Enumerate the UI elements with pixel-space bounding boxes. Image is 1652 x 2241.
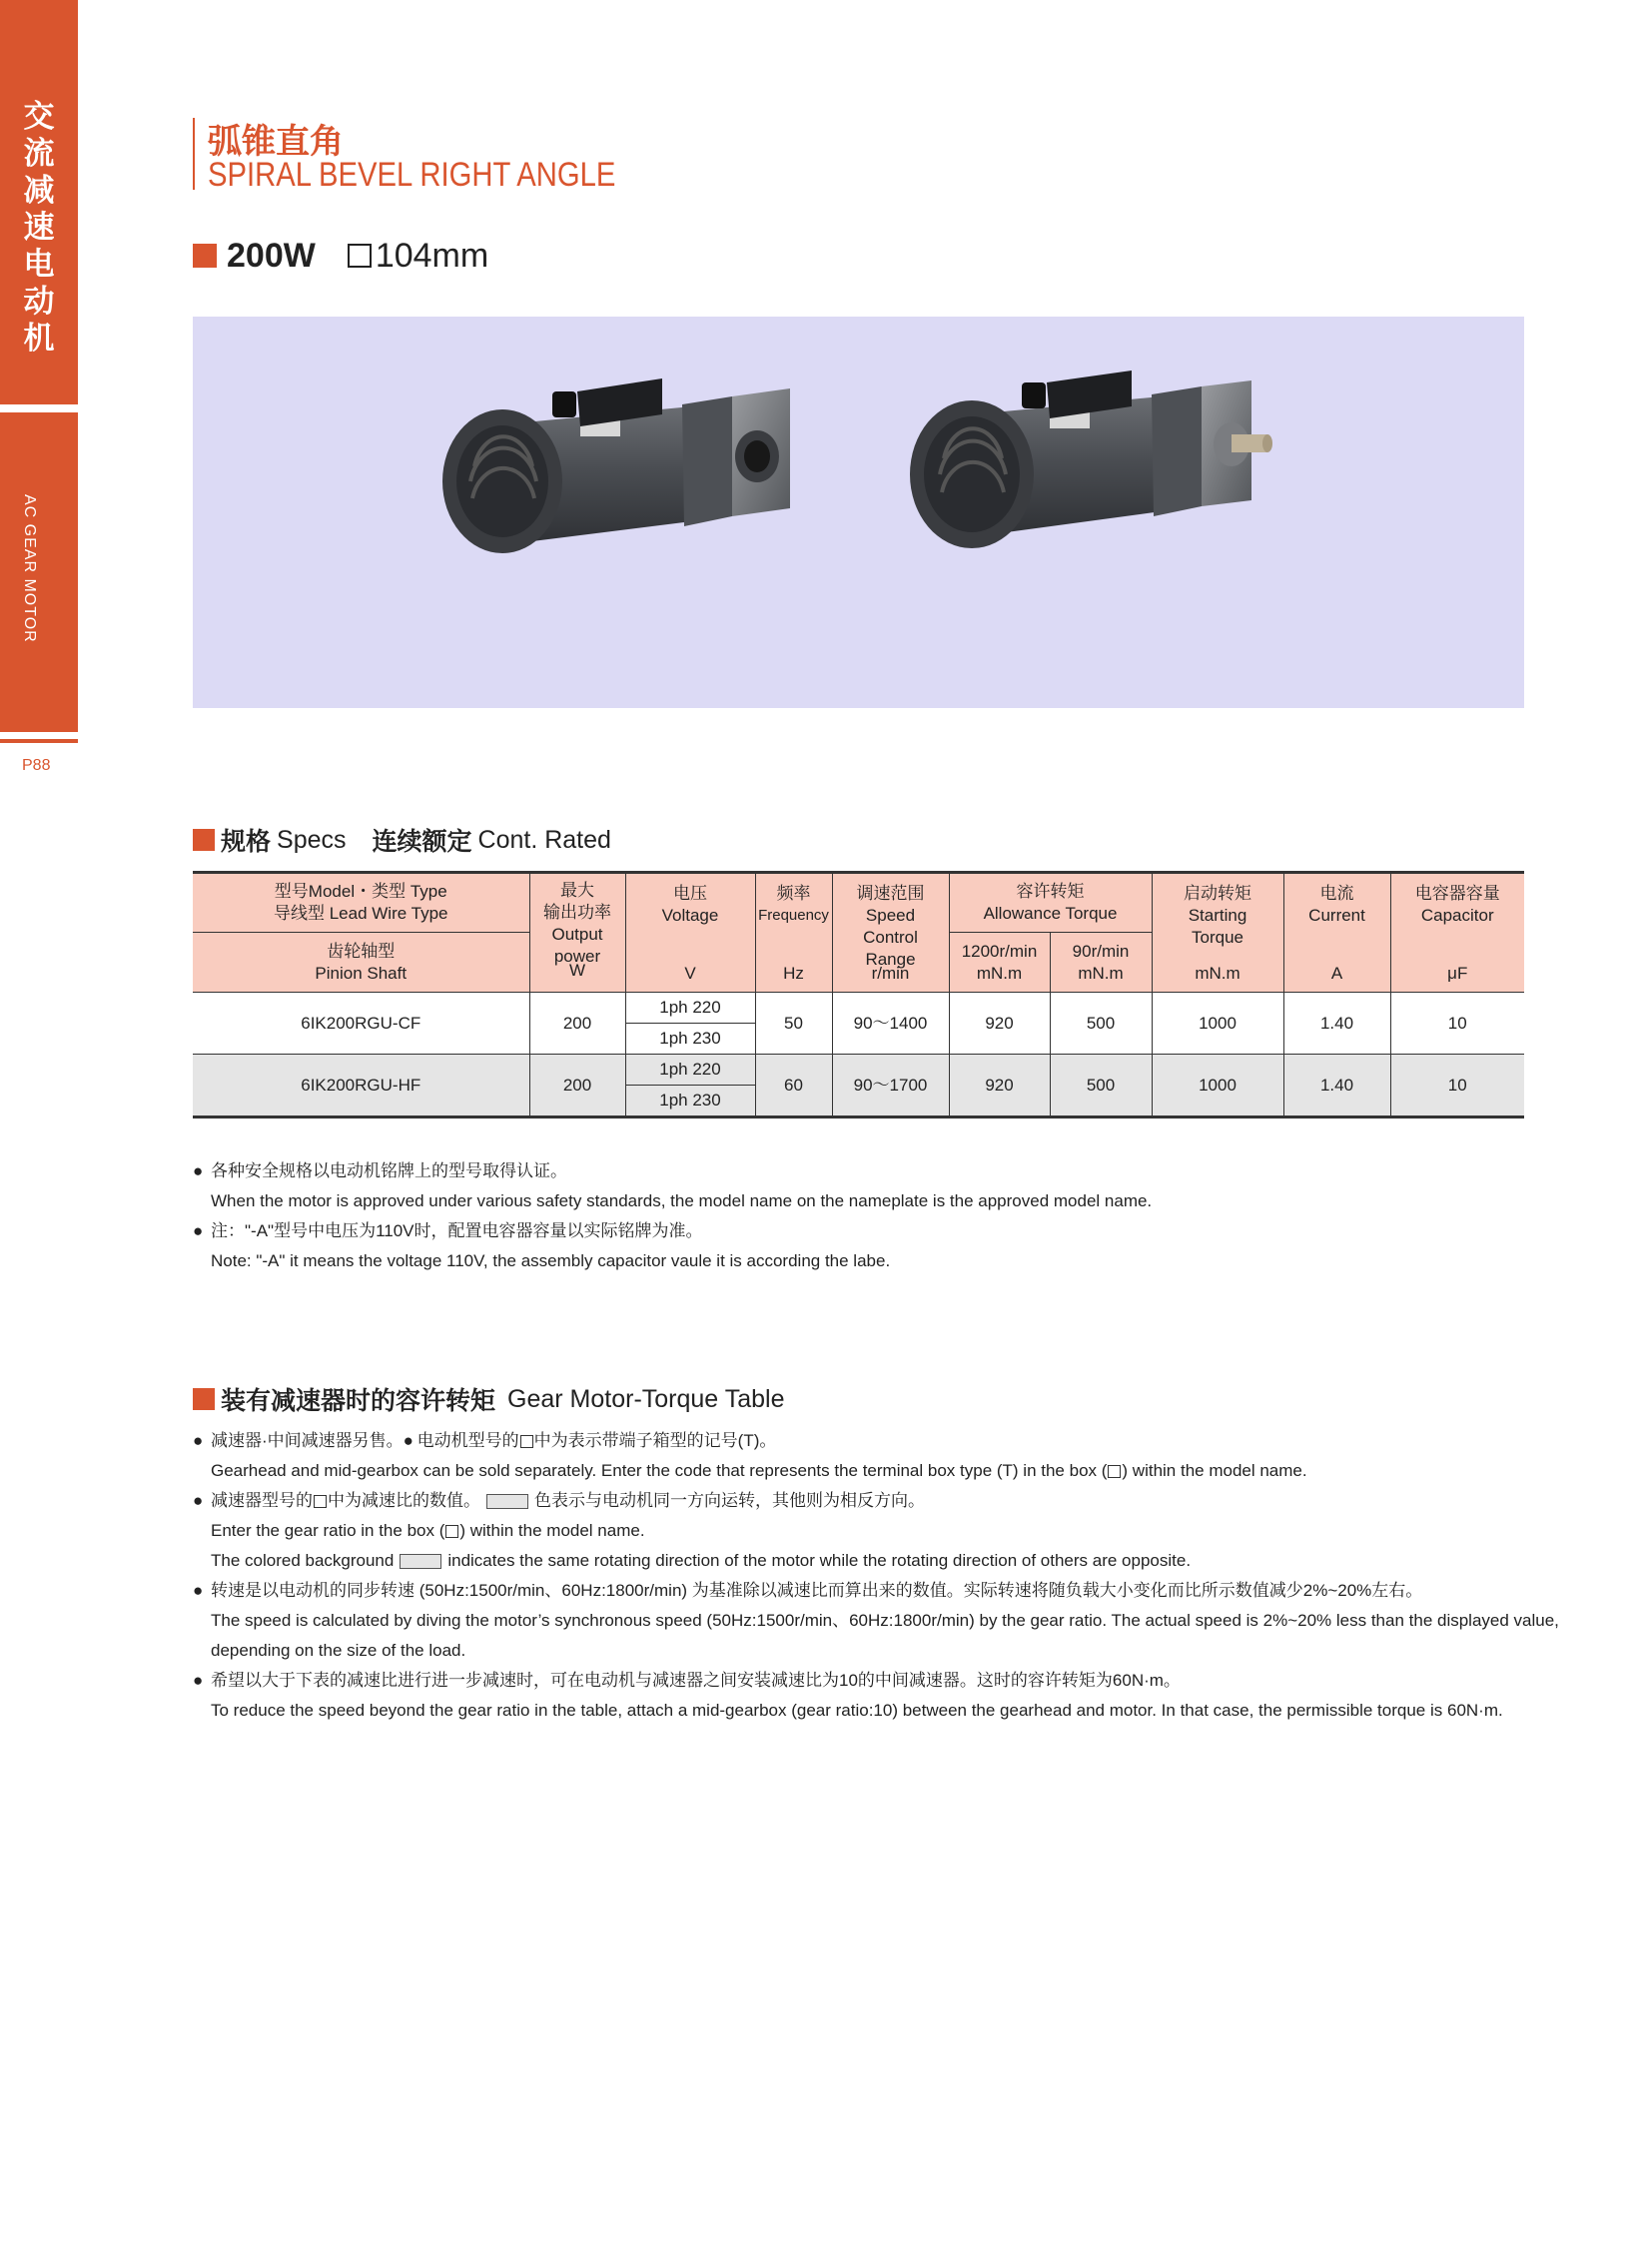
frame-size: 104mm — [375, 236, 489, 275]
specs-subheading-cn: 连续额定 — [372, 828, 472, 856]
sidebar-category-cn: 交流减速电动机 — [23, 99, 55, 356]
header-start-cn: 启动转矩 — [1184, 884, 1252, 903]
gear-heading-en: Gear Motor-Torque Table — [507, 1384, 785, 1413]
table-row — [193, 1055, 1524, 1086]
bullet-icon: ● — [193, 1491, 204, 1510]
note-text-en — [193, 1516, 1559, 1546]
note-text-en — [193, 1546, 1559, 1576]
note-text-en: When the motor is approved under various safety standards, the model name on the nameplate is the approved model name. — [211, 1191, 1153, 1210]
cell-power: 200 — [529, 1055, 625, 1118]
note-item — [193, 1666, 1559, 1696]
bullet-icon: ● — [193, 1161, 204, 1180]
specs-heading-en: Specs — [277, 825, 347, 854]
bullet-icon: ● — [193, 1671, 204, 1690]
note-text-en: The speed is calculated by diving the motor’s synchronous speed (50Hz:1500r/min、60Hz:1800r/min) by the gear ratio. The actual speed is 2%~20% less than the displayed value, — [211, 1611, 1559, 1630]
sidebar-category-en: AC GEAR MOTOR — [21, 494, 38, 643]
power-rating: 200W — [227, 236, 316, 275]
orange-square-icon — [193, 829, 215, 851]
power-frame-row — [193, 236, 488, 276]
specs-heading-cn: 规格 — [221, 828, 272, 856]
cell-voltage: 1ph 230 — [625, 1024, 755, 1055]
header-start-unit: mN.m — [1195, 964, 1240, 983]
header-starting-torque — [1152, 873, 1283, 993]
cell-starting-torque: 1000 — [1152, 1055, 1283, 1118]
cell-torque-1200: 920 — [949, 993, 1050, 1055]
note-text: Gearhead and mid-gearbox can be sold separately. Enter the code that represents the terminal box type (T) in the box ( — [211, 1461, 1108, 1480]
product-photos — [193, 317, 1524, 708]
cell-torque-90: 500 — [1050, 993, 1152, 1055]
note-text: 电动机型号的 — [416, 1431, 519, 1450]
header-allowance-torque — [949, 873, 1152, 933]
note-text-en: Note: "-A" it means the voltage 110V, the assembly capacitor vaule it is according the labe. — [211, 1251, 891, 1270]
header-current-cn: 电流 — [1319, 884, 1354, 903]
gear-heading-cn: 装有减速器时的容许转矩 — [221, 1387, 496, 1415]
bullet-icon: ● — [193, 1581, 204, 1600]
cell-current: 1.40 — [1283, 993, 1390, 1055]
note-text: 各种安全规格以电动机铭牌上的型号取得认证。 — [211, 1161, 567, 1180]
cell-power: 200 — [529, 993, 625, 1055]
motor-solid-shaft-image — [910, 371, 1272, 548]
note-item — [193, 1156, 1152, 1186]
header-pinion-shaft — [193, 933, 529, 993]
header-freq-en: Frequency — [758, 907, 829, 924]
header-model-line2: 导线型 Lead Wire Type — [274, 904, 448, 923]
bullet-icon: ● — [403, 1431, 413, 1450]
cell-model: 6IK200RGU-CF — [193, 993, 529, 1055]
header-capacitor — [1390, 873, 1524, 993]
note-text: indicates the same rotating direction of the motor while the rotating direction of others are opposite. — [447, 1551, 1192, 1570]
title-accent-bar — [193, 118, 195, 190]
header-current-unit: A — [1330, 964, 1343, 983]
header-pinion-cn: 齿轮轴型 — [327, 941, 396, 961]
gray-swatch-icon — [486, 1494, 528, 1509]
header-start-en: Starting Torque — [1188, 906, 1247, 947]
orange-square-icon — [193, 1388, 215, 1410]
page-title-cn: 弧锥直角 — [208, 123, 344, 161]
note-text: 减速器型号的 — [211, 1491, 313, 1510]
header-cap-cn: 电容器容量 — [1414, 884, 1500, 903]
page-title-en: SPIRAL BEVEL RIGHT ANGLE — [208, 156, 616, 194]
motor-hollow-shaft-image — [442, 378, 790, 553]
header-voltage — [625, 873, 755, 993]
bullet-icon: ● — [193, 1221, 204, 1240]
header-cap-unit: μF — [1447, 964, 1468, 983]
orange-square-icon — [193, 244, 217, 268]
header-frequency — [755, 873, 832, 993]
table-row — [193, 993, 1524, 1024]
note-text: 减速器·中间减速器另售。 — [211, 1431, 404, 1450]
note-text: Enter the gear ratio in the box ( — [211, 1521, 445, 1540]
cell-model: 6IK200RGU-HF — [193, 1055, 529, 1118]
cell-starting-torque: 1000 — [1152, 993, 1283, 1055]
empty-box-icon — [520, 1435, 533, 1448]
specs-table — [193, 871, 1524, 1119]
bullet-icon: ● — [193, 1431, 204, 1450]
sidebar-divider — [0, 739, 78, 743]
header-torque-en: Allowance Torque — [983, 904, 1118, 923]
note-text: 希望以大于下表的减速比进行进一步减速时，可在电动机与减速器之间安装减速比为10的中间减速器。这时的容许转矩为60N·m。 — [211, 1671, 1181, 1690]
header-torque-90-text: 90r/min mN.m — [1072, 941, 1130, 983]
header-power-en: Output power — [551, 925, 603, 966]
note-text: 色表示与电动机同一方向运转，其他则为相反方向。 — [534, 1491, 925, 1510]
cell-capacitor: 10 — [1390, 1055, 1524, 1118]
header-voltage-en: Voltage — [661, 906, 719, 925]
header-voltage-cn: 电压 — [673, 884, 707, 903]
header-speed-range — [832, 873, 949, 993]
note-text: 中为表示带端子箱型的记号(T)。 — [533, 1431, 777, 1450]
product-photo-panel — [193, 317, 1524, 708]
note-text-en: depending on the size of the load. — [211, 1641, 466, 1660]
specs-heading — [193, 822, 611, 858]
header-power-unit: W — [568, 961, 586, 980]
sidebar-bottom-band — [0, 412, 78, 732]
empty-box-icon — [1108, 1465, 1121, 1478]
header-speed-unit: r/min — [871, 964, 910, 983]
cell-torque-90: 500 — [1050, 1055, 1152, 1118]
cell-voltage: 1ph 220 — [625, 993, 755, 1024]
header-output-power — [529, 873, 625, 993]
cell-frequency: 60 — [755, 1055, 832, 1118]
cell-frequency: 50 — [755, 993, 832, 1055]
note-item — [193, 1486, 1559, 1516]
gray-swatch-icon — [400, 1554, 441, 1569]
gear-torque-heading — [193, 1381, 784, 1417]
note-text: 注："-A"型号中电压为110V时，配置电容器容量以实际铭牌为准。 — [211, 1221, 703, 1240]
note-text-en: To reduce the speed beyond the gear ratio in the table, attach a mid-gearbox (gear ratio:10) between the gearhead and motor. In that case, the permissible torque is 60N·m. — [211, 1701, 1503, 1720]
header-pinion-en: Pinion Shaft — [315, 963, 408, 983]
header-torque-cn: 容许转矩 — [1016, 882, 1085, 901]
gear-notes — [193, 1426, 1559, 1726]
page-number: P88 — [22, 757, 51, 774]
square-frame-icon — [348, 244, 372, 268]
empty-box-icon — [314, 1495, 327, 1508]
header-torque-1200-text: 1200r/min mN.m — [961, 941, 1038, 983]
header-current-en: Current — [1308, 906, 1365, 925]
note-text: ) within the model name. — [459, 1521, 645, 1540]
cell-torque-1200: 920 — [949, 1055, 1050, 1118]
note-item — [193, 1576, 1559, 1606]
cell-current: 1.40 — [1283, 1055, 1390, 1118]
spec-notes — [193, 1156, 1152, 1276]
header-speed-cn: 调速范围 — [856, 884, 925, 903]
header-torque-1200 — [949, 933, 1050, 993]
specs-subheading-en: Cont. Rated — [477, 825, 611, 854]
header-torque-90 — [1050, 933, 1152, 993]
note-item — [193, 1426, 1559, 1456]
cell-speed-range: 90～1700 — [832, 1055, 949, 1118]
note-text: 中为减速比的数值。 — [328, 1491, 480, 1510]
cell-speed-range: 90～1400 — [832, 993, 949, 1055]
note-text: The colored background — [211, 1551, 395, 1570]
cell-capacitor: 10 — [1390, 993, 1524, 1055]
header-speed-en: Speed Control Range — [863, 906, 918, 969]
note-text: 转速是以电动机的同步转速 (50Hz:1500r/min、60Hz:1800r/min) 为基准除以减速比而算出来的数值。实际转速将随负载大小变化而比所示数值减少2%~20%左右。 — [211, 1581, 1423, 1600]
cell-voltage: 1ph 220 — [625, 1055, 755, 1086]
note-item — [193, 1216, 1152, 1246]
empty-box-icon — [445, 1525, 458, 1538]
note-text-en — [193, 1456, 1559, 1486]
header-current — [1283, 873, 1390, 993]
header-power-cn: 最大 输出功率 — [543, 881, 611, 922]
cell-voltage: 1ph 230 — [625, 1086, 755, 1118]
header-freq-cn: 频率 — [776, 884, 811, 903]
header-model — [193, 873, 529, 933]
header-cap-en: Capacitor — [1420, 906, 1494, 925]
note-text: ) within the model name. — [1122, 1461, 1307, 1480]
header-voltage-unit: V — [684, 964, 696, 983]
header-freq-unit: Hz — [783, 964, 804, 983]
header-model-line1: 型号Model・类型 Type — [274, 882, 447, 901]
